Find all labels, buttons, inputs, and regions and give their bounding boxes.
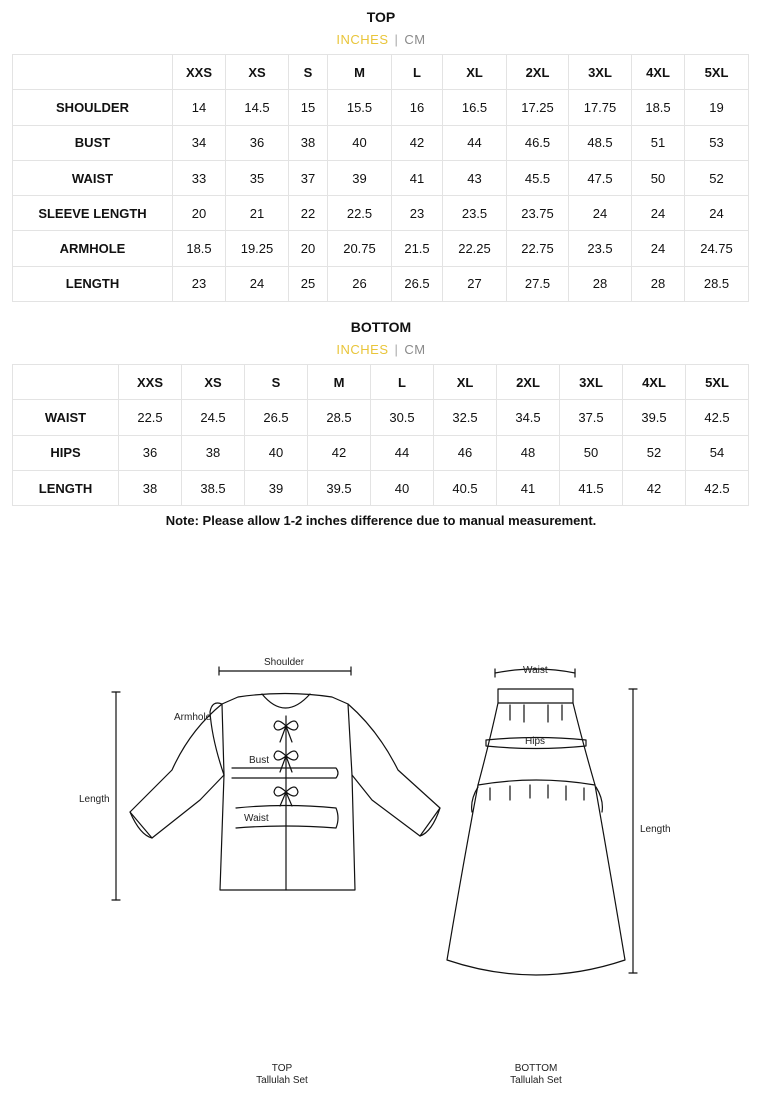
size-header-cell: XXS [119,365,182,400]
measurement-cell: 40.5 [434,470,497,505]
measurement-cell: 19 [685,90,749,125]
measurement-cell: 26.5 [245,400,308,435]
row-label: WAIST [13,400,119,435]
measurement-cell: 19.25 [226,231,289,266]
measurement-cell: 43 [443,160,507,195]
row-label: WAIST [13,160,173,195]
measurement-cell: 23.5 [569,231,632,266]
table-row [13,435,749,470]
measurement-cell: 23.75 [507,196,569,231]
measurement-cell: 27.5 [507,266,569,301]
measurement-cell: 42 [623,470,686,505]
unit-separator: | [394,342,399,357]
bottom-diagram-caption [486,1063,586,1087]
measurement-cell: 42.5 [686,400,749,435]
size-header-cell: XS [182,365,245,400]
measurement-cell: 42.5 [686,470,749,505]
measurement-cell: 24 [632,196,685,231]
size-header-cell: S [245,365,308,400]
measurement-cell: 15.5 [328,90,392,125]
measurement-cell: 52 [685,160,749,195]
measurement-cell: 24 [685,196,749,231]
measurement-cell: 44 [371,435,434,470]
measurement-cell: 21.5 [392,231,443,266]
measurement-cell: 22 [289,196,328,231]
measurement-cell: 42 [308,435,371,470]
size-header-cell: 5XL [685,55,749,90]
measurement-cell: 26 [328,266,392,301]
measurement-cell: 39 [328,160,392,195]
measurement-cell: 26.5 [392,266,443,301]
measurement-cell: 24 [226,266,289,301]
table-row [13,90,749,125]
measurement-cell: 37 [289,160,328,195]
measurement-cell: 39.5 [308,470,371,505]
measurement-cell: 23 [392,196,443,231]
size-header-cell: 3XL [569,55,632,90]
measurement-cell: 51 [632,125,685,160]
size-header-cell: 5XL [686,365,749,400]
corner-cell [13,55,173,90]
measurement-cell: 33 [173,160,226,195]
measurement-cell: 24.75 [685,231,749,266]
hips-label: Hips [525,736,546,747]
measurement-cell: 38 [182,435,245,470]
measurement-cell: 42 [392,125,443,160]
bottom-length-label: Length [640,824,671,835]
bust-label: Bust [249,755,270,766]
measurement-cell: 38 [289,125,328,160]
row-label: SLEEVE LENGTH [13,196,173,231]
bottom-caption-line1: BOTTOM [514,1063,558,1074]
shoulder-label: Shoulder [264,657,305,668]
top-garment-illustration [112,667,440,900]
size-header-cell: L [392,55,443,90]
table-row [13,160,749,195]
measurement-cell: 39 [245,470,308,505]
measurement-cell: 40 [245,435,308,470]
size-header-cell: 2XL [497,365,560,400]
measurement-cell: 20.75 [328,231,392,266]
measurement-cell: 20 [173,196,226,231]
row-label: LENGTH [13,266,173,301]
measurement-cell: 46.5 [507,125,569,160]
table-row [13,470,749,505]
measurement-cell: 18.5 [173,231,226,266]
measurement-cell: 16 [392,90,443,125]
measurement-cell: 46 [434,435,497,470]
corner-cell [13,365,119,400]
measurement-cell: 36 [226,125,289,160]
top-waist-label: Waist [244,813,269,824]
measurement-cell: 22.75 [507,231,569,266]
bottom-section-title: BOTTOM [350,319,412,335]
top-unit-cm[interactable]: CM [404,32,426,47]
row-label: SHOULDER [13,90,173,125]
measurement-cell: 22.25 [443,231,507,266]
bottom-size-table [12,364,749,506]
measurement-cell: 54 [686,435,749,470]
measurement-cell: 23.5 [443,196,507,231]
table-row [13,231,749,266]
bottom-unit-inches[interactable]: INCHES [336,342,389,357]
measurement-cell: 32.5 [434,400,497,435]
measurement-cell: 30.5 [371,400,434,435]
measurement-cell: 20 [289,231,328,266]
size-header-cell: M [308,365,371,400]
measurement-cell: 21 [226,196,289,231]
measurement-cell: 14 [173,90,226,125]
measurement-cell: 24 [632,231,685,266]
measurement-cell: 53 [685,125,749,160]
size-header-cell: XS [226,55,289,90]
measurement-cell: 24.5 [182,400,245,435]
top-header-row [13,55,749,90]
measurement-cell: 17.25 [507,90,569,125]
measurement-cell: 44 [443,125,507,160]
measurement-cell: 52 [623,435,686,470]
measurement-cell: 41 [497,470,560,505]
measurement-cell: 17.75 [569,90,632,125]
measurement-cell: 40 [371,470,434,505]
measurement-cell: 41 [392,160,443,195]
table-row [13,196,749,231]
measurement-cell: 38 [119,470,182,505]
size-header-cell: 4XL [632,55,685,90]
measurement-cell: 50 [632,160,685,195]
measurement-cell: 16.5 [443,90,507,125]
bottom-caption-line2: Tallulah Set [510,1075,562,1086]
measurement-cell: 28 [569,266,632,301]
size-header-cell: 4XL [623,365,686,400]
top-size-table [12,54,749,302]
unit-separator: | [394,32,399,47]
table-row [13,125,749,160]
measurement-cell: 38.5 [182,470,245,505]
row-label: BUST [13,125,173,160]
row-label: LENGTH [13,470,119,505]
measurement-cell: 35 [226,160,289,195]
measurement-cell: 48.5 [569,125,632,160]
row-label: HIPS [13,435,119,470]
top-diagram-caption [232,1063,332,1087]
row-label: ARMHOLE [13,231,173,266]
measurement-cell: 28 [632,266,685,301]
measurement-cell: 22.5 [119,400,182,435]
measurement-cell: 25 [289,266,328,301]
measurement-cell: 28.5 [308,400,371,435]
table-row [13,266,749,301]
measurement-cell: 45.5 [507,160,569,195]
bottom-header-row [13,365,749,400]
bottom-unit-toggle [0,342,762,357]
bottom-garment-illustration [447,669,637,975]
measurement-cell: 27 [443,266,507,301]
measurement-cell: 39.5 [623,400,686,435]
top-length-label: Length [79,794,110,805]
measurement-cell: 37.5 [560,400,623,435]
table-row [13,400,749,435]
measurement-cell: 15 [289,90,328,125]
size-header-cell: XXS [173,55,226,90]
bottom-waist-label: Waist [523,665,548,676]
size-header-cell: XL [443,55,507,90]
measurement-cell: 24 [569,196,632,231]
top-section-title: TOP [366,9,396,25]
measurement-note: Note: Please allow 1-2 inches difference due to manual measurement. [165,513,597,528]
size-header-cell: 3XL [560,365,623,400]
measurement-cell: 14.5 [226,90,289,125]
measurement-cell: 34 [173,125,226,160]
size-header-cell: S [289,55,328,90]
size-header-cell: XL [434,365,497,400]
top-caption-line2: Tallulah Set [256,1075,308,1086]
measurement-cell: 40 [328,125,392,160]
size-header-cell: M [328,55,392,90]
size-header-cell: L [371,365,434,400]
measurement-cell: 28.5 [685,266,749,301]
measurement-cell: 50 [560,435,623,470]
measurement-cell: 48 [497,435,560,470]
armhole-label: Armhole [174,712,212,723]
measurement-cell: 41.5 [560,470,623,505]
top-unit-toggle [0,32,762,47]
measurement-cell: 23 [173,266,226,301]
measurement-cell: 18.5 [632,90,685,125]
top-unit-inches[interactable]: INCHES [336,32,389,47]
measurement-cell: 34.5 [497,400,560,435]
top-caption-line1: TOP [271,1063,293,1074]
bottom-unit-cm[interactable]: CM [404,342,426,357]
measurement-cell: 22.5 [328,196,392,231]
size-header-cell: 2XL [507,55,569,90]
measurement-cell: 36 [119,435,182,470]
measurement-cell: 47.5 [569,160,632,195]
